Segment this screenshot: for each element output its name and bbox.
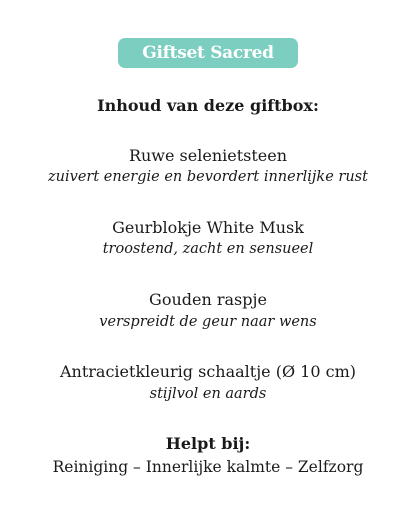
item-name-1: Ruwe selenietsteen: [128, 146, 288, 165]
item-name-4: Antracietkleurig schaaltje (Ø 10 cm): [59, 362, 356, 381]
item-description-2: troostend, zacht en sensueel: [102, 241, 314, 257]
item-name-3: Gouden raspje: [149, 290, 267, 309]
product-title-badge: Giftset Sacred Glow: [118, 38, 298, 68]
item-description-4: stijlvol en aards: [149, 386, 267, 402]
item-name-2: Geurblokje White Musk: [112, 218, 304, 237]
benefits-list: Reiniging – Innerlijke kalmte – Zelfzorg: [52, 458, 364, 476]
item-description-1: zuivert energie en bevordert innerlijke rust: [48, 169, 368, 185]
contents-heading: Inhoud van deze giftbox:: [97, 96, 319, 115]
helps-heading: Helpt bij:: [165, 434, 251, 453]
item-description-3: verspreidt de geur naar wens: [99, 314, 317, 330]
